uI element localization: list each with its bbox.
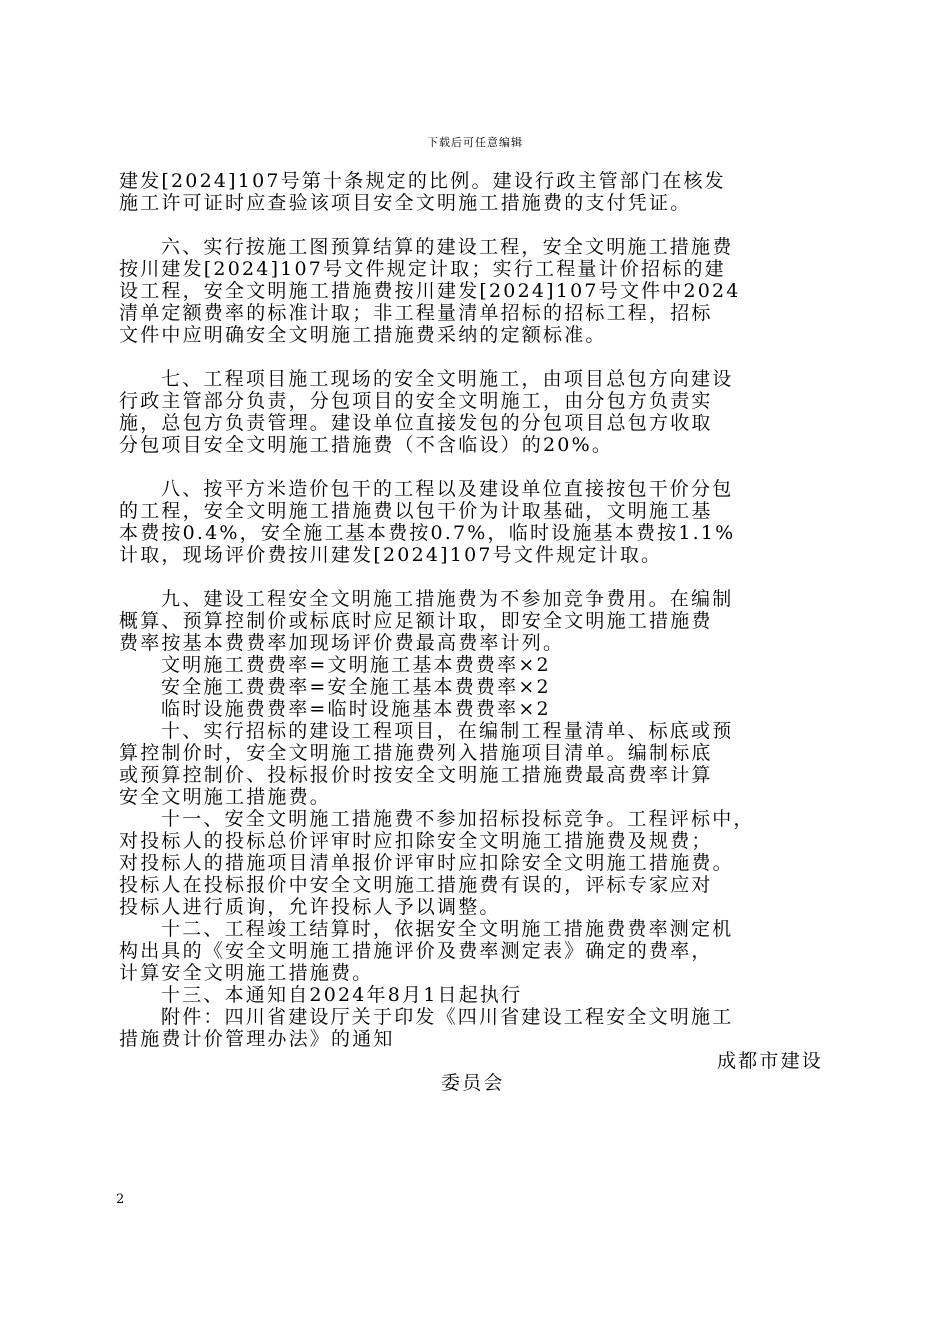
paragraph-line: 建发[2024]107号第十条规定的比例。建设行政主管部门在核发 [119,170,726,192]
document-body [119,170,849,1094]
paragraph-line: 文件中应明确安全文明施工措施费采纳的定额标准。 [119,324,607,346]
paragraph-line: 对投标人的措施项目清单报价评审时应扣除安全文明施工措施费。 [119,852,734,874]
paragraph-gap [119,456,849,478]
paragraph-line: 的工程，安全文明施工措施费以包干价为计取基础，文明施工基 [119,500,713,522]
paragraph-line: 投标人进行质询，允许投标人予以调整。 [119,896,501,918]
paragraph-line: 施工许可证时应查验该项目安全文明施工措施费的支付凭证。 [119,192,692,214]
paragraph-line: 十一、安全文明施工措施费不参加招标投标竞争。工程评标中， [161,808,755,830]
paragraph-line: 本费按0.4%，安全施工基本费按0.7%，临时设施基本费按1.1% [119,522,736,544]
paragraph-line: 算控制价时，安全文明施工措施费列入措施项目清单。编制标底 [119,742,713,764]
paragraph-line: 计取，现场评价费按川建发[2024]107号文件规定计取。 [119,544,663,566]
paragraph-line: 或预算控制价、投标报价时按安全文明施工措施费最高费率计算 [119,764,713,786]
paragraph-line: 对投标人的投标总价评审时应扣除安全文明施工措施费及规费； [119,830,713,852]
issuer-signature-continued: 委员会 [441,1072,505,1094]
paragraph-line: 投标人在投标报价中安全文明施工措施费有误的，评标专家应对 [119,874,713,896]
attachment-line: 附件：四川省建设厅关于印发《四川省建设工程安全文明施工 [161,1006,734,1028]
paragraph-gap [119,566,849,588]
issuer-signature: 成都市建设 [716,1050,823,1072]
paragraph-line: 施，总包方负责管理。建设单位直接发包的分包项目总包方收取 [119,412,713,434]
page-number: 2 [116,1192,125,1207]
paragraph-line: 概算、预算控制价或标底时应足额计取，即安全文明施工措施费 [119,610,713,632]
formula-line: 临时设施费费率=临时设施基本费费率×2 [161,698,551,720]
paragraph-gap [119,214,849,236]
formula-line: 安全施工费费率=安全施工基本费费率×2 [161,676,551,698]
formula-line: 文明施工费费率=文明施工基本费费率×2 [161,654,551,676]
paragraph-line: 八、按平方米造价包干的工程以及建设单位直接按包干价分包 [161,478,734,500]
paragraph-line: 设工程，安全文明施工措施费按川建发[2024]107号文件中2024 [119,280,741,302]
paragraph-line: 九、建设工程安全文明施工措施费为不参加竞争费用。在编制 [161,588,734,610]
effective-date-line: 十三、本通知自2024年8月1日起执行 [161,984,523,1006]
header-note: 下载后可任意编辑 [427,136,523,149]
paragraph-line: 十二、工程竣工结算时，依据安全文明施工措施费费率测定机 [161,918,734,940]
attachment-line: 措施费计价管理办法》的通知 [119,1028,395,1050]
paragraph-line: 十、实行招标的建设工程项目，在编制工程量清单、标底或预 [161,720,734,742]
paragraph-line: 费率按基本费费率加现场评价费最高费率计列。 [119,632,565,654]
paragraph-line: 行政主管部分负责，分包项目的安全文明施工，由分包方负责实 [119,390,713,412]
paragraph-line: 计算安全文明施工措施费。 [119,962,374,984]
paragraph-line: 构出具的《安全文明施工措施评价及费率测定表》确定的费率， [119,940,713,962]
paragraph-gap [119,346,849,368]
paragraph-line: 六、实行按施工图预算结算的建设工程，安全文明施工措施费 [161,236,734,258]
paragraph-line: 分包项目安全文明施工措施费（不含临设）的20%。 [119,434,614,456]
paragraph-line: 七、工程项目施工现场的安全文明施工，由项目总包方向建设 [161,368,734,390]
paragraph-line: 清单定额费率的标准计取；非工程量清单招标的招标工程，招标 [119,302,713,324]
paragraph-line: 按川建发[2024]107号文件规定计取；实行工程量计价招标的建 [119,258,726,280]
paragraph-line: 安全文明施工措施费。 [119,786,332,808]
